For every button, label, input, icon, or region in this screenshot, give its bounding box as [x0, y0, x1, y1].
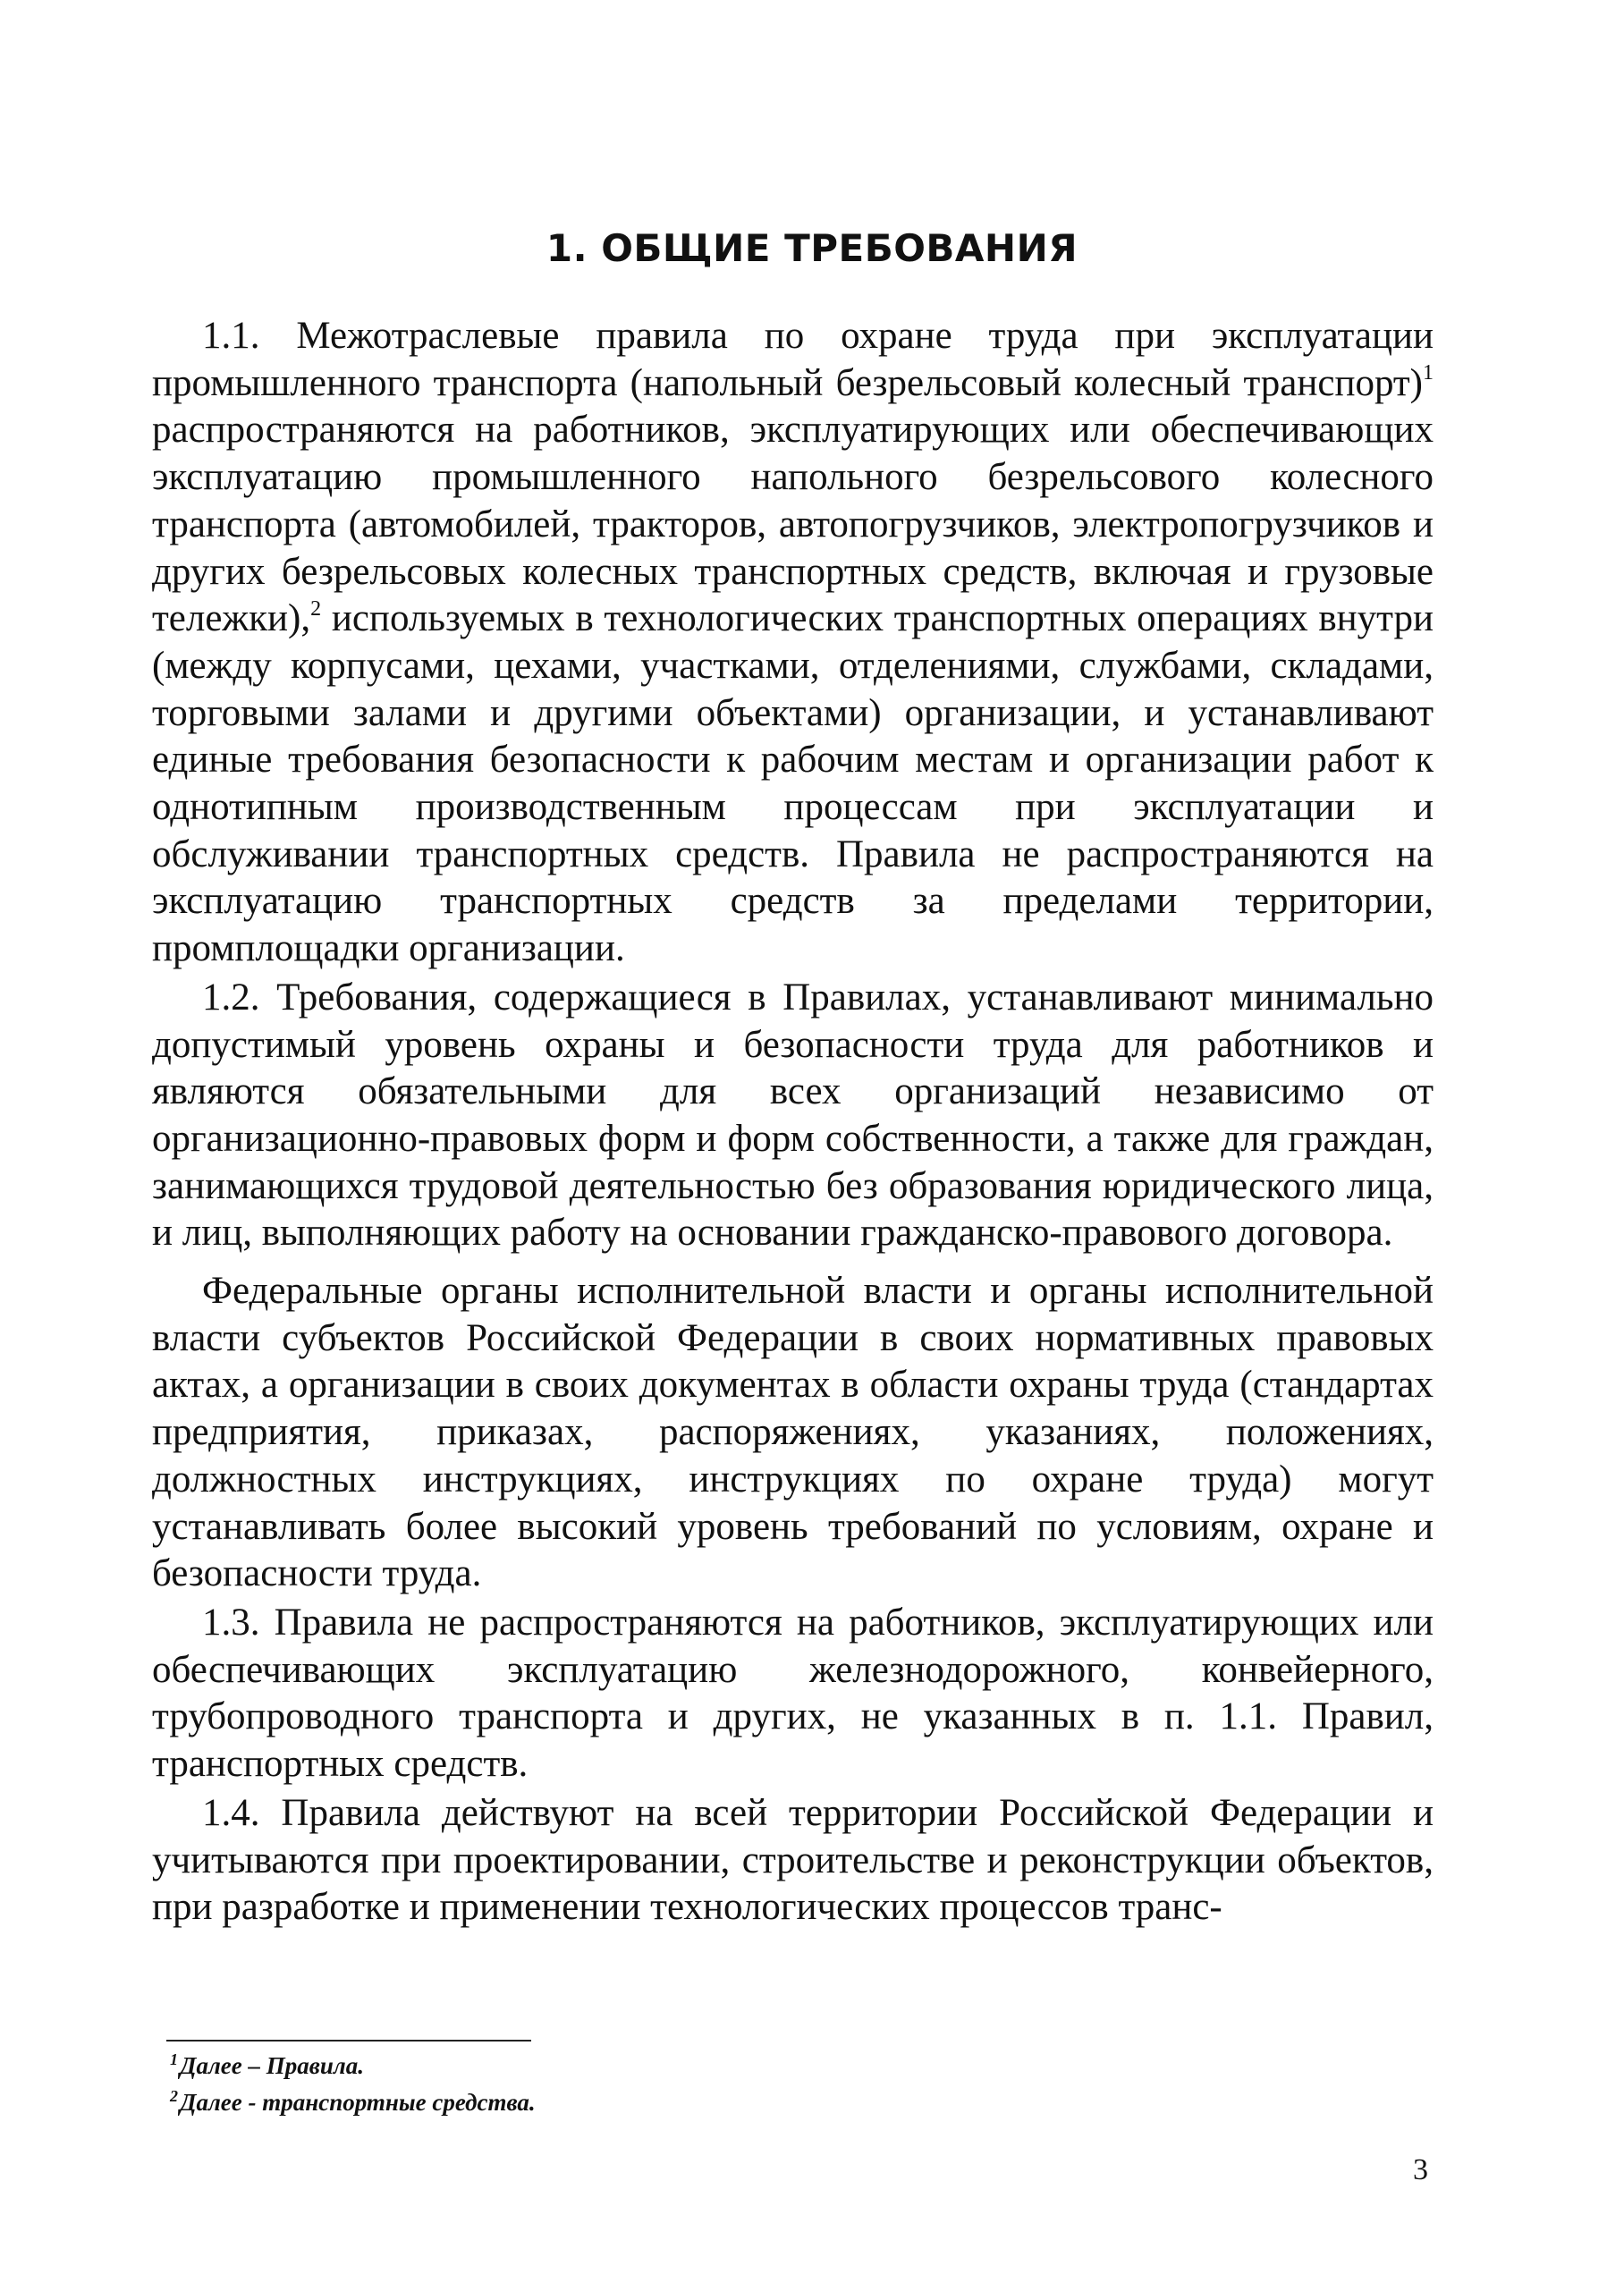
- page-number: 3: [1413, 2153, 1428, 2186]
- footnote-1-mark: 1: [170, 2050, 178, 2068]
- footnote-1-text: Далее – Правила.: [180, 2052, 364, 2079]
- paragraph-1-4: 1.4. Правила действуют на всей территории Российской Федерации и учитываются при проектировании, строительстве и реконструкции объектов, при разработке и применении технологических процессов транс-: [152, 1791, 1434, 1929]
- footnote-2-mark: 2: [170, 2087, 178, 2105]
- footnote-ref-1: 1: [1423, 361, 1434, 385]
- paragraph-1-3: 1.3. Правила не распространяются на работников, эксплуатирующих или обеспечивающих эксплуатацию железнодорожного, конвейерного, трубопроводного транспорта и других, не указанных в п. 1.1. Правил, транспортных средств.: [152, 1601, 1434, 1786]
- footnote-2-text: Далее - транспортные средства.: [180, 2089, 536, 2116]
- footnote-divider: [166, 2040, 531, 2042]
- body-text: [152, 313, 1434, 1932]
- paragraph-federal-organs: Федеральные органы исполнительной власти и органы исполнительной власти субъектов Российской Федерации в своих нормативных правовых актах, а организации в своих документах в области охраны труда (стандартах предприятия, приказах, распоряжениях, указаниях, положениях, должностных инструкциях, инструкциях по охране труда) могут устанавливать более высокий уровень требований по условиям, охране и безопасности труда.: [152, 1270, 1434, 1595]
- paragraph-1-1-part-c: используемых в технологических транспортных операциях внутри (между корпусами, цехами, участками, отделениями, службами, складами, торговыми залами и другими объектами) организации, и устанавливают единые требования безопасности к рабочим местам и организации работ к однотипным производственным процессам при эксплуатации и обслуживании транспортных средств. Правила не распространяются на эксплуатацию транспортных средств за пределами территории, промплощадки организации.: [152, 597, 1434, 970]
- section-heading: 1. ОБЩИЕ ТРЕБОВАНИЯ: [546, 226, 1078, 270]
- footnote-2: [170, 2084, 536, 2121]
- paragraph-1-1: [152, 313, 1434, 973]
- paragraph-1-1-part-b: распространяются на работников, эксплуатирующих или обеспечивающих эксплуатацию промышленного напольного безрельсового колесного транспорта (автомобилей, тракторов, автопогрузчиков, электропогрузчиков и других безрельсовых колесных транспортных средств, включая и грузовые тележки),: [152, 409, 1434, 640]
- paragraph-1-2: 1.2. Требования, содержащиеся в Правилах, устанавливают минимально допустимый уровень охраны и безопасности труда для работников и являются обязательными для всех организаций независимо от организационно-правовых форм и форм собственности, а также для граждан, занимающихся трудовой деятельностью без образования юридического лица, и лиц, выполняющих работу на основании гражданско-правового договора.: [152, 976, 1434, 1255]
- footnotes: [170, 2048, 536, 2121]
- paragraph-1-1-part-a: 1.1. Межотраслевые правила по охране труда при эксплуатации промышленного транспорта (напольный безрельсовый колесный транспорт): [152, 315, 1434, 404]
- footnote-ref-2: 2: [310, 596, 322, 621]
- footnote-1: [170, 2048, 536, 2084]
